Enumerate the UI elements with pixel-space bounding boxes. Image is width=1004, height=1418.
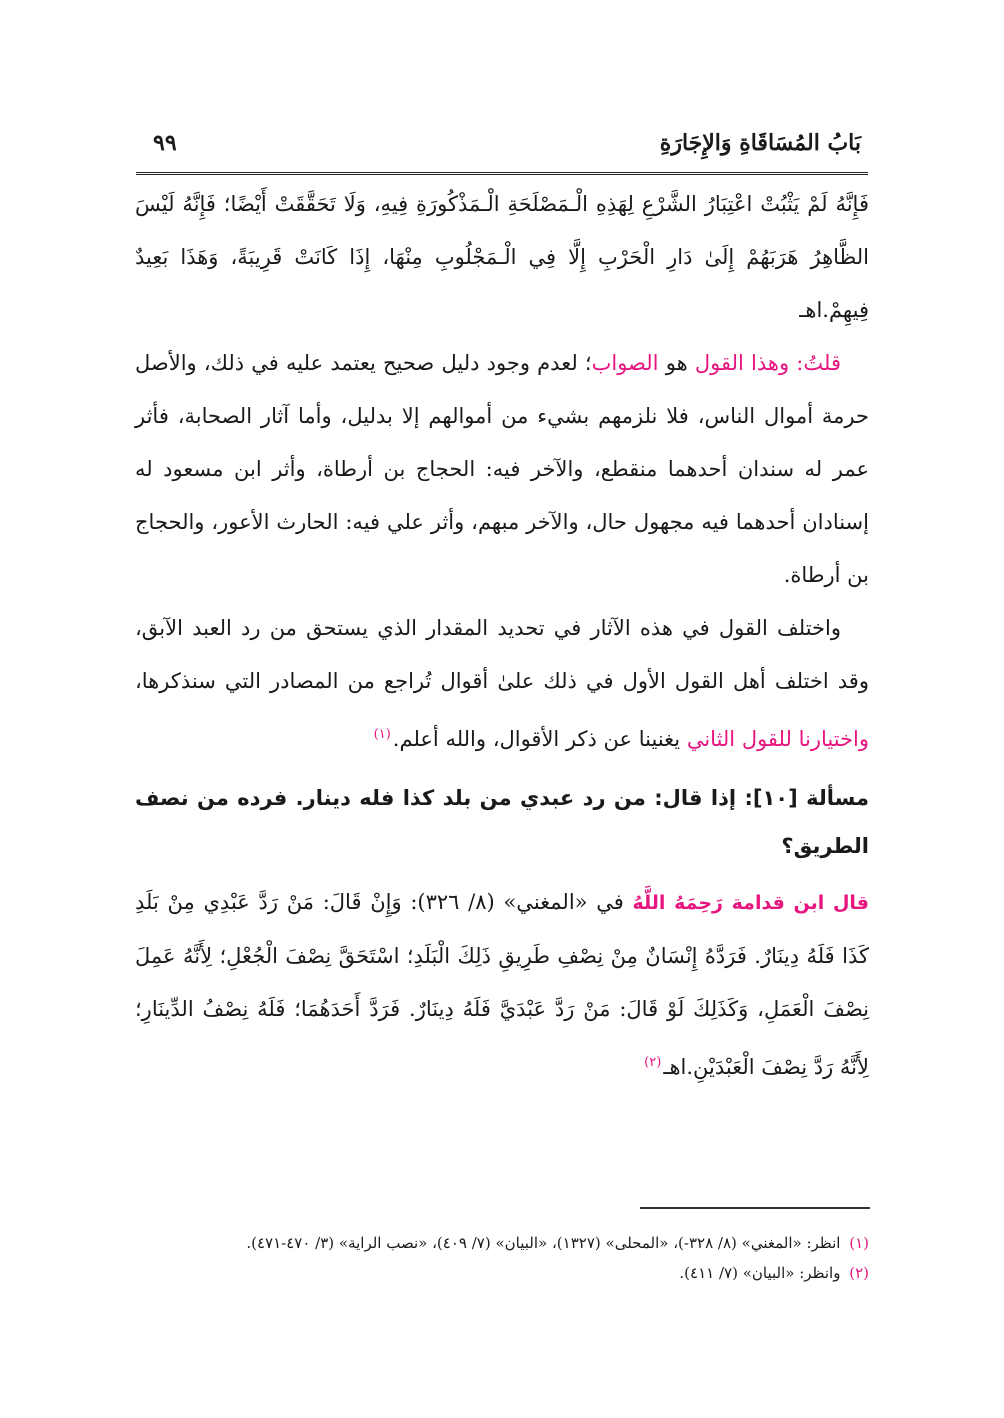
ibn-qudama-label: قال ابن قدامة رَحِمَهُ اللَّهُ [632, 892, 869, 914]
footnote-ref-1[interactable]: (١) [373, 727, 391, 742]
footnote-ref-2[interactable]: (٢) [644, 1055, 662, 1070]
issue-heading: مسألة [١٠]: إذا قال: من رد عبدي من بلد كذا فله دينار. فرده من نصف الطريق؟ [135, 786, 869, 858]
chapter-title: بَابُ المُسَاقَاةِ وَالإِجَارَةِ [659, 130, 861, 156]
page-header [143, 128, 861, 168]
this-opinion-highlight: وهذا القول [694, 351, 790, 375]
footnote-divider [640, 1207, 870, 1209]
footnote-text: وانظر: «البيان» (٧/ ٤١١). [679, 1264, 841, 1282]
quote-continuation: فَإِنَّهُ لَمْ يَثْبُتْ اعْتِبَارُ الشَّرْعِ لِهَذِهِ الْـمَصْلَحَةِ الْـمَذْكُورَةِ فِيهِ، وَلَا تَحَقَّقَتْ أَيْضًا؛ فَإِنَّهُ لَيْسَ الظَّاهِرُ هَرَبَهُمْ إِلَىٰ دَارِ الْحَرْبِ إِلَّا فِي الْـمَجْلُوبِ مِنْهَا، إِذَا كَانَتْ قَرِيبَةً، وَهَذَا بَعِيدٌ فِيهِمْ.اهـ [135, 192, 869, 322]
footnote-number: (١) [849, 1234, 869, 1252]
footnote-2 [135, 1258, 869, 1288]
footnote-text: انظر: «المغني» (٨/ ٣٢٨-)، «المحلى» (١٣٢٧)، «البيان» (٧/ ٤٠٩)، «نصب الراية» (٣/ ٤٧٠-٤٧١). [246, 1234, 841, 1252]
disagreement-paragraph [135, 602, 869, 766]
comment-text: ؛ لعدم وجود دليل صحيح يعتمد عليه في ذلك، والأصل حرمة أموال الناس، فلا نلزمهم بشيء من أموالهم إلا بدليل، وأما آثار الصحابة، فأثر عمر له سندان أحدهما منقطع، والآخر فيه: الحجاج بن أرطاة، وأثر ابن مسعود له إسنادان أحدهما فيه مجهول حال، والآخر مبهم، وأثر علي فيه: الحارث الأعور، والحجاج بن أرطاة. [135, 351, 869, 587]
ibn-qudama-paragraph [135, 876, 869, 1094]
disagreement-text-end: يغنينا عن ذكر الأقوال، والله أعلم. [392, 727, 681, 751]
qultu-label: قلتُ: [796, 351, 841, 375]
correct-highlight: الصواب [591, 351, 659, 375]
our-choice-highlight: واختيارنا للقول الثاني [686, 727, 869, 751]
disagreement-text: واختلف القول في هذه الآثار في تحديد المقدار الذي يستحق من رد العبد الآبق، وقد اختلف أهل القول الأول في ذلك علىٰ أقوال تُراجع من المصادر التي سنذكرها، [135, 616, 869, 693]
huwa-word: هو [665, 351, 688, 375]
footnote-number: (٢) [849, 1264, 869, 1282]
author-comment-paragraph [135, 337, 869, 602]
header-divider [136, 172, 868, 175]
footnotes [135, 1228, 869, 1288]
page-number: ٩٩ [153, 130, 177, 156]
ibn-qudama-quote: في «المغني» (٨/ ٣٢٦): وَإِنْ قَالَ: مَنْ رَدَّ عَبْدِي مِنْ بَلَدِ كَذَا فَلَهُ دِينَارٌ. فَرَدَّهُ إِنْسَانٌ مِنْ نِصْفِ طَرِيقِ ذَلِكَ الْبَلَدِ؛ اسْتَحَقَّ نِصْفَ الْجُعْلِ؛ لِأَنَّهُ عَمِلَ نِصْفَ الْعَمَلِ، وَكَذَلِكَ لَوْ قَالَ: مَنْ رَدَّ عَبْدَيَّ فَلَهُ دِينَارٌ. فَرَدَّ أَحَدَهُمَا؛ فَلَهُ نِصْفُ الدِّينَارِ؛ لِأَنَّهُ رَدَّ نِصْفَ الْعَبْدَيْنِ.اهـ [135, 890, 869, 1079]
footnote-1 [135, 1228, 869, 1258]
page-body [135, 178, 869, 1094]
